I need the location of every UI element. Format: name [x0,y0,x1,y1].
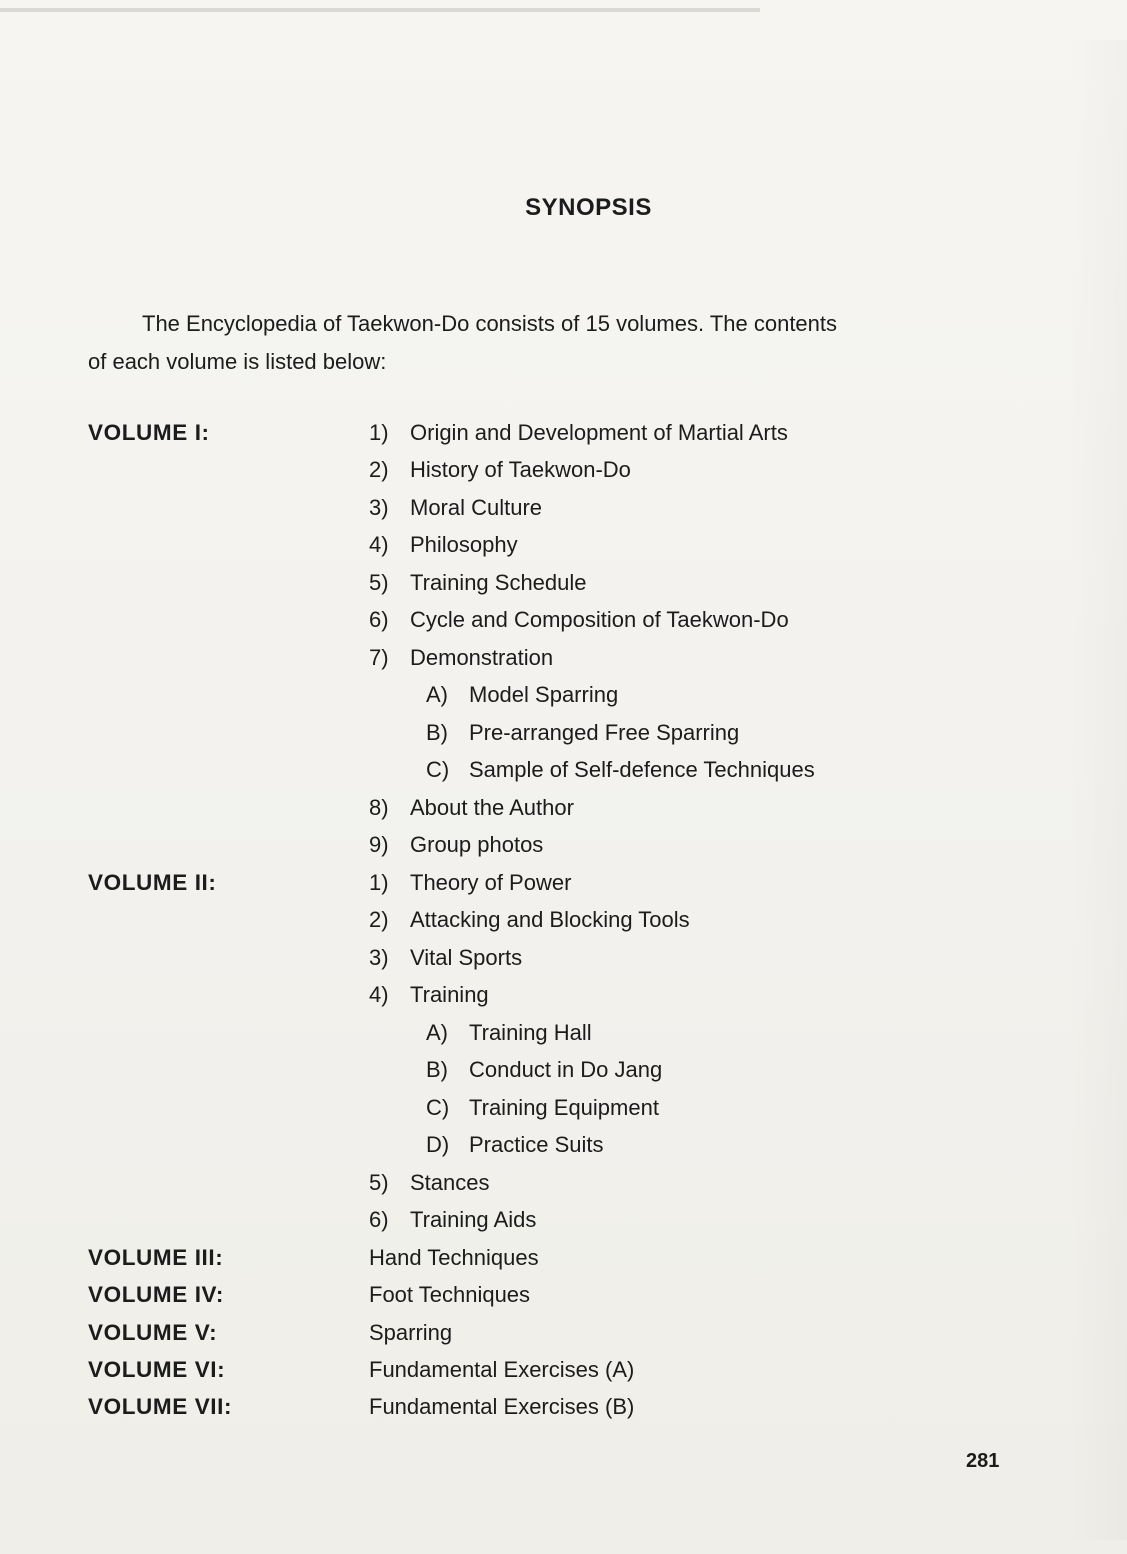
item-text: Theory of Power [410,870,572,895]
volume-label: VOLUME VII: [88,1394,233,1419]
item-text: Group photos [410,832,544,857]
item-letter: D) [426,1132,450,1157]
item-text: Moral Culture [410,495,543,520]
page-shadow [1067,40,1127,1540]
sub-list-item [426,1095,659,1121]
item-text: Demonstration [410,645,554,670]
item-text: Sample of Self-defence Techniques [469,757,815,782]
item-text: History of Taekwon-Do [410,457,631,482]
item-number: 8) [369,795,389,820]
list-item [369,832,543,858]
top-edge-rule [0,8,760,12]
item-text: Pre-arranged Free Sparring [469,720,740,745]
item-text: Training Equipment [469,1095,659,1120]
item-letter: B) [426,1057,448,1082]
sub-list-item [426,757,815,783]
item-number: 4) [369,532,389,557]
page-title: SYNOPSIS [525,194,652,221]
item-text: Training [410,982,489,1007]
item-number: 2) [369,457,389,482]
item-text: Model Sparring [469,682,619,707]
volume-contents: Fundamental Exercises (B) [369,1394,635,1419]
list-item [369,607,789,633]
item-text: Vital Sports [410,945,523,970]
volume-contents: Hand Techniques [369,1245,539,1270]
list-item [369,1207,536,1233]
item-letter: C) [426,757,450,782]
intro-paragraph [88,305,1008,381]
volume-label: VOLUME V: [88,1320,218,1345]
volume-label: VOLUME II: [88,870,217,895]
item-number: 2) [369,907,389,932]
list-item [369,945,522,971]
item-text: Attacking and Blocking Tools [410,907,690,932]
list-item [369,907,690,933]
item-letter: B) [426,720,448,745]
intro-line-1: The Encyclopedia of Taekwon-Do consists of 15 volumes. The contents [142,311,838,336]
item-number: 3) [369,495,389,520]
item-letter: A) [426,682,448,707]
list-item [369,645,553,671]
sub-list-item [426,1132,604,1158]
item-number: 5) [369,1170,389,1195]
item-text: Cycle and Composition of Taekwon-Do [410,607,789,632]
item-number: 4) [369,982,389,1007]
list-item [369,495,542,521]
volume-label: VOLUME III: [88,1245,224,1270]
item-number: 6) [369,607,389,632]
sub-list-item [426,1020,592,1046]
item-text: About the Author [410,795,574,820]
list-item [369,570,587,596]
volume-label: VOLUME I: [88,420,210,445]
item-number: 1) [369,420,389,445]
list-item [369,982,489,1008]
volume-contents: Sparring [369,1320,453,1345]
item-number: 1) [369,870,389,895]
item-number: 6) [369,1207,389,1232]
item-number: 3) [369,945,389,970]
item-number: 9) [369,832,389,857]
volume-label: VOLUME VI: [88,1357,226,1382]
list-item [369,1170,490,1196]
list-item [369,420,788,446]
list-item [369,532,518,558]
volume-label: VOLUME IV: [88,1282,225,1307]
list-item [369,795,574,821]
item-number: 5) [369,570,389,595]
item-text: Stances [410,1170,490,1195]
item-letter: C) [426,1095,450,1120]
sub-list-item [426,720,739,746]
intro-line-2: of each volume is listed below: [88,349,387,374]
item-text: Origin and Development of Martial Arts [410,420,788,445]
item-number: 7) [369,645,389,670]
list-item [369,457,631,483]
page-number: 281 [966,1450,1000,1472]
item-text: Training Hall [469,1020,592,1045]
volume-contents: Fundamental Exercises (A) [369,1357,635,1382]
item-text: Training Schedule [410,570,587,595]
item-text: Practice Suits [469,1132,604,1157]
list-item [369,870,571,896]
volume-contents: Foot Techniques [369,1282,531,1307]
item-text: Training Aids [410,1207,537,1232]
sub-list-item [426,682,618,708]
sub-list-item [426,1057,662,1083]
item-text: Philosophy [410,532,518,557]
item-text: Conduct in Do Jang [469,1057,663,1082]
item-letter: A) [426,1020,448,1045]
